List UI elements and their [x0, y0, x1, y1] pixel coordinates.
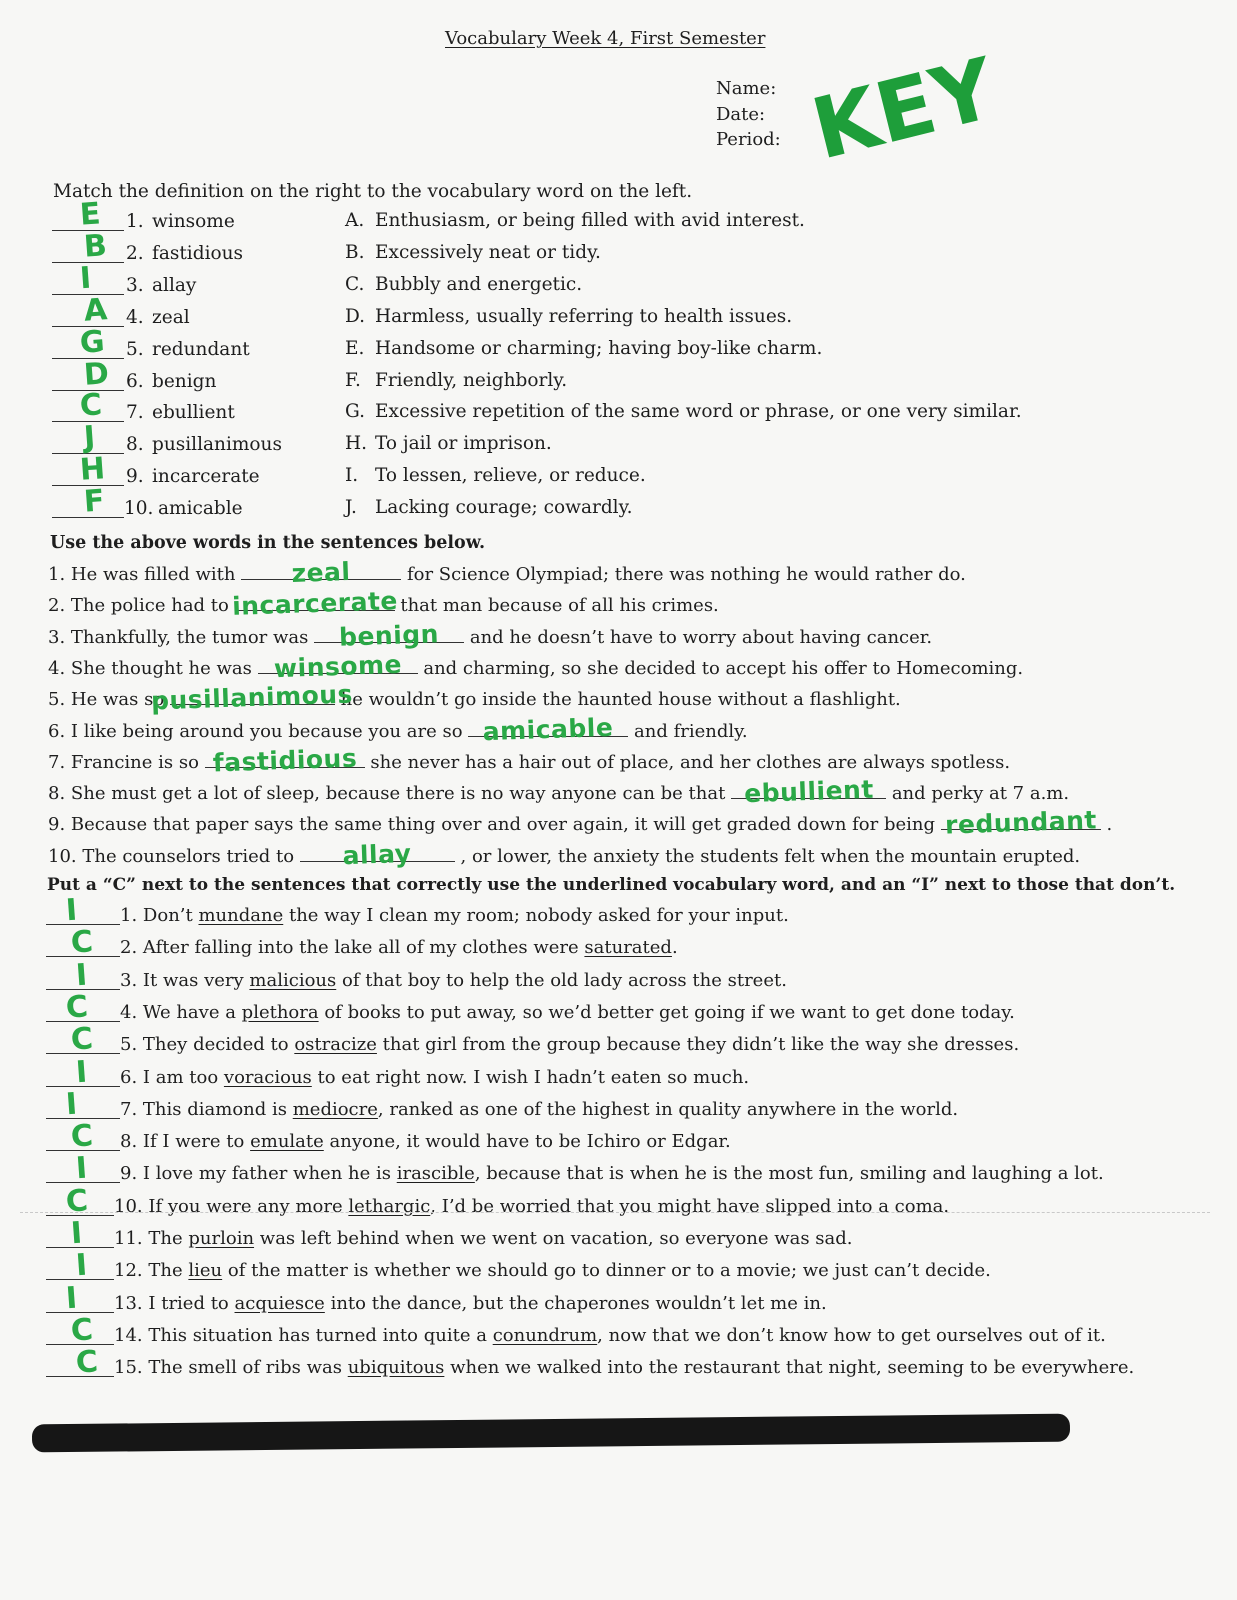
vocab-word: fastidious	[152, 242, 244, 264]
vocab-word: winsome	[152, 211, 235, 232]
sentence-before: After falling into the lake all of my clothes were	[142, 937, 579, 959]
sentence-before: She must get a lot of sleep, because there is no way anyone can be that	[70, 783, 726, 805]
word-number: 8.	[126, 434, 144, 456]
sentence-number: 9.	[48, 814, 66, 836]
handwritten-answer: incarcerate	[231, 586, 398, 622]
sentence-before: This diamond is	[142, 1098, 287, 1120]
item-number: 4.	[120, 1001, 138, 1023]
underlined-word: plethora	[241, 1001, 319, 1023]
sentence-after: , I’d be worried that you might have slipped into a coma.	[430, 1195, 950, 1217]
handwritten-answer: I	[74, 1247, 89, 1284]
sentence-after: she never has a hair out of place, and her clothes are always spotless.	[370, 751, 1011, 773]
definition-letter: I.	[345, 465, 359, 487]
handwritten-answer: C	[74, 1344, 100, 1381]
answer-blank	[205, 743, 365, 778]
handwritten-answer: benign	[338, 618, 440, 652]
sentence-after: when we walked into the restaurant that night, seeming to be everywhere.	[450, 1357, 1135, 1379]
handwritten-answer: I	[74, 957, 89, 993]
sentence	[48, 838, 1081, 870]
underlined-word: lethargic	[348, 1195, 431, 1217]
handwritten-answer: zeal	[291, 556, 352, 589]
sentence-after: he wouldn’t go inside the haunted house without a flashlight.	[340, 689, 901, 711]
sentence-after: of books to put away, so we’d better get going if we want to get done today.	[324, 1001, 1015, 1023]
date-label: Date:	[716, 104, 766, 125]
usage-sentence	[120, 1066, 749, 1090]
item-number: 1.	[120, 905, 138, 926]
sentence-before: We have a	[142, 1001, 236, 1023]
word-number: 9.	[126, 466, 144, 488]
sentence-after: .	[671, 937, 678, 959]
handwritten-answer: G	[78, 323, 106, 361]
word-number: 4.	[126, 306, 144, 328]
item-number: 12.	[114, 1260, 143, 1282]
usage-sentence	[114, 1195, 949, 1219]
sentence	[48, 774, 1070, 809]
sentence-before: Thankfully, the tumor was	[70, 626, 309, 648]
underlined-word: conundrum	[492, 1324, 598, 1346]
handwritten-answer: I	[74, 1151, 89, 1187]
redaction-bar	[32, 1414, 1070, 1453]
sentence-after: to eat right now. I wish I hadn’t eaten so much.	[317, 1066, 750, 1088]
vocab-word: incarcerate	[152, 466, 260, 488]
handwritten-answer: winsome	[273, 649, 403, 684]
sentence-after: , or lower, the anxiety the students felt when the mountain erupted.	[460, 845, 1081, 867]
sentence-after: that man because of all his crimes.	[400, 595, 719, 617]
handwritten-answer: A	[82, 291, 109, 329]
section3-instructions: Put a “C” next to the sentences that correctly use the underlined vocabulary word, and an “I” next to those that don’t.	[47, 875, 1176, 895]
answer-blank	[231, 586, 398, 622]
sentence-after: , ranked as one of the highest in quality anywhere in the world.	[377, 1098, 959, 1120]
handwritten-answer: I	[78, 260, 93, 297]
answer-blank	[941, 805, 1101, 841]
definition-text: Lacking courage; cowardly.	[375, 497, 633, 519]
sentence-number: 2.	[48, 595, 66, 617]
usage-sentence	[114, 1259, 991, 1283]
sentence-before: I like being around you because you are so	[70, 720, 463, 742]
sentence	[48, 618, 933, 652]
section2-instructions: Use the above words in the sentences below.	[50, 533, 486, 553]
definition-text: To jail or imprison.	[375, 433, 552, 455]
handwritten-answer: redundant	[944, 805, 1098, 841]
vocab-word: amicable	[158, 498, 243, 520]
section1-instructions: Match the definition on the right to the vocabulary word on the left.	[53, 181, 693, 202]
page-title: Vocabulary Week 4, First Semester	[445, 28, 766, 49]
sentence-number: 8.	[48, 783, 66, 805]
scan-line	[20, 1212, 1210, 1213]
handwritten-answer: C	[69, 1118, 95, 1155]
usage-sentence	[114, 1292, 827, 1316]
sentence	[48, 712, 748, 746]
usage-sentence	[120, 1033, 1019, 1057]
sentence-after: of that boy to help the old lady across the street.	[341, 969, 787, 991]
sentence-before: He was so	[70, 689, 165, 711]
definition-text: Excessively neat or tidy.	[375, 241, 601, 263]
word-number: 2.	[126, 242, 144, 264]
definition-text: Enthusiasm, or being filled with avid interest.	[375, 210, 805, 231]
definition-letter: D.	[345, 305, 366, 327]
handwritten-answer: allay	[342, 838, 413, 870]
sentence-after: that girl from the group because they didn’t like the way she dresses.	[382, 1034, 1020, 1056]
answer-blank	[314, 618, 464, 652]
item-number: 15.	[114, 1357, 143, 1379]
sentence-before: If you were any more	[148, 1195, 343, 1217]
handwritten-answer: I	[64, 892, 79, 929]
sentence-before: This situation has turned into quite a	[148, 1324, 487, 1346]
item-number: 7.	[120, 1098, 138, 1120]
handwritten-answer: C	[64, 1182, 90, 1220]
sentence-before: Don’t	[142, 905, 193, 926]
answer-blank	[468, 712, 628, 746]
sentence	[48, 805, 1113, 841]
answer-blank	[731, 774, 886, 809]
sentence-before: Francine is so	[70, 751, 199, 773]
definition-text: Bubbly and energetic.	[375, 273, 583, 295]
definition-letter: C.	[345, 273, 365, 295]
item-number: 3.	[120, 969, 138, 991]
handwritten-answer: J	[82, 419, 97, 456]
item-number: 2.	[120, 937, 138, 959]
sentence-number: 6.	[48, 720, 66, 742]
definition-letter: J.	[345, 497, 357, 519]
key-handwritten: KEY	[802, 39, 1005, 179]
sentence-after: for Science Olympiad; there was nothing he would rather do.	[406, 564, 966, 585]
item-number: 14.	[114, 1324, 143, 1346]
sentence-after: .	[1106, 814, 1113, 836]
answer-blank	[241, 556, 401, 589]
usage-sentence	[120, 1162, 1104, 1186]
definition-letter: F.	[345, 369, 361, 391]
definition-text: Excessive repetition of the same word or phrase, or one very similar.	[375, 401, 1022, 423]
handwritten-answer: E	[78, 196, 102, 233]
definition-letter: A.	[345, 210, 365, 231]
sentence-number: 1.	[48, 564, 66, 585]
usage-sentence	[114, 1324, 1106, 1348]
sentence	[48, 679, 901, 716]
handwritten-answer: F	[82, 483, 106, 520]
sentence-before: The smell of ribs was	[148, 1357, 342, 1379]
handwritten-answer: D	[82, 355, 111, 393]
handwritten-answer: ebullient	[743, 774, 874, 809]
answer-blank	[150, 679, 354, 716]
underlined-word: malicious	[249, 969, 337, 991]
handwritten-answer: I	[64, 1086, 79, 1123]
item-number: 10.	[114, 1195, 143, 1217]
sentence-after: and charming, so she decided to accept his offer to Homecoming.	[423, 657, 1024, 679]
underlined-word: ubiquitous	[347, 1357, 445, 1379]
sentence	[48, 586, 719, 622]
vocab-word: zeal	[152, 306, 190, 328]
sentence-before: Because that paper says the same thing over and over again, it will get graded down for being	[70, 814, 936, 836]
name-label: Name:	[716, 78, 777, 99]
sentence-before: He was filled with	[70, 564, 236, 585]
vocab-word: pusillanimous	[152, 434, 282, 456]
answer-blank	[300, 838, 455, 870]
handwritten-answer: B	[82, 228, 109, 265]
handwritten-answer: C	[69, 1021, 95, 1058]
word-number: 6.	[126, 370, 144, 392]
handwritten-answer: C	[69, 1312, 95, 1349]
usage-sentence	[120, 1130, 731, 1154]
underlined-word: mundane	[198, 905, 284, 926]
underlined-word: mediocre	[292, 1098, 378, 1120]
sentence-before: The	[148, 1260, 183, 1282]
sentence-before: It was very	[142, 969, 244, 991]
sentence-number: 7.	[48, 751, 66, 773]
definition-text: To lessen, relieve, or reduce.	[375, 465, 646, 487]
vocab-word: ebullient	[152, 402, 235, 424]
definition-letter: G.	[345, 401, 365, 423]
definition-text: Handsome or charming; having boy-like charm.	[375, 337, 823, 359]
handwritten-answer: C	[69, 924, 95, 962]
sentence-after: and he doesn’t have to worry about having cancer.	[469, 626, 933, 648]
underlined-word: irascible	[396, 1163, 475, 1185]
sentence-before: I love my father when he is	[142, 1163, 391, 1185]
sentence-number: 4.	[48, 657, 66, 679]
sentence-before: She thought he was	[70, 657, 252, 679]
definition-letter: B.	[345, 241, 365, 263]
handwritten-answer: fastidious	[211, 743, 358, 778]
sentence-after: and friendly.	[634, 720, 748, 742]
sentence-after: , now that we don’t know how to get ourselves out of it.	[597, 1324, 1106, 1346]
usage-sentence	[120, 1098, 958, 1122]
vocab-word: allay	[152, 274, 197, 296]
underlined-word: acquiesce	[234, 1292, 325, 1314]
usage-sentence	[120, 1001, 1015, 1025]
underlined-word: saturated	[584, 937, 672, 959]
word-number: 1.	[126, 211, 144, 232]
word-number: 5.	[126, 338, 144, 360]
underlined-word: emulate	[250, 1131, 324, 1153]
usage-sentence	[114, 1356, 1134, 1380]
sentence-after: of the matter is whether we should go to dinner or to a movie; we just can’t decide.	[227, 1260, 991, 1282]
item-number: 5.	[120, 1034, 138, 1056]
sentence	[48, 649, 1024, 684]
sentence-after: was left behind when we went on vacation, so everyone was sad.	[259, 1228, 853, 1249]
sentence	[48, 556, 966, 589]
handwritten-answer: I	[74, 1054, 89, 1090]
handwritten-answer: C	[64, 989, 90, 1026]
sentence-after: into the dance, but the chaperones wouldn’t let me in.	[330, 1292, 827, 1314]
handwritten-answer: H	[78, 451, 107, 489]
definition-text: Harmless, usually referring to health issues.	[375, 305, 793, 327]
item-number: 9.	[120, 1163, 138, 1185]
item-number: 11.	[114, 1228, 143, 1249]
sentence-before: The police had to	[70, 595, 229, 617]
underlined-word: ostracize	[294, 1034, 377, 1056]
word-number: 3.	[126, 274, 144, 296]
sentence-before: They decided to	[142, 1034, 289, 1056]
sentence-before: If I were to	[142, 1131, 245, 1153]
underlined-word: lieu	[188, 1260, 223, 1282]
underlined-word: voracious	[223, 1066, 312, 1088]
sentence-before: I am too	[142, 1066, 219, 1088]
sentence-after: , because that is when he is the most fun, smiling and laughing a lot.	[474, 1163, 1104, 1185]
sentence-before: I tried to	[148, 1292, 229, 1314]
handwritten-answer: pusillanimous	[150, 679, 354, 716]
handwritten-answer: amicable	[482, 712, 615, 746]
sentence-number: 5.	[48, 689, 66, 711]
item-number: 6.	[120, 1066, 138, 1088]
sentence-after: and perky at 7 a.m.	[891, 783, 1070, 805]
definition-text: Friendly, neighborly.	[375, 369, 568, 391]
sentence-number: 3.	[48, 626, 66, 648]
period-label: Period:	[716, 129, 781, 150]
sentence-after: anyone, it would have to be Ichiro or Edgar.	[329, 1131, 731, 1153]
sentence-number: 10.	[48, 845, 77, 867]
vocab-word: redundant	[152, 338, 250, 360]
answer-blank	[258, 649, 418, 684]
item-number: 13.	[114, 1292, 143, 1314]
usage-sentence	[120, 904, 789, 928]
handwritten-answer: I	[69, 1215, 84, 1252]
vocab-word: benign	[152, 370, 217, 392]
usage-sentence	[120, 936, 678, 960]
definition-letter: H.	[345, 433, 368, 455]
sentence-after: the way I clean my room; nobody asked for your input.	[288, 905, 789, 926]
sentence-before: The counselors tried to	[82, 845, 295, 867]
usage-sentence	[120, 969, 787, 993]
sentence-before: The	[148, 1228, 183, 1249]
item-number: 8.	[120, 1131, 138, 1153]
sentence	[48, 743, 1011, 778]
handwritten-answer: C	[78, 387, 104, 425]
definition-letter: E.	[345, 337, 365, 359]
handwritten-answer: I	[64, 1280, 79, 1316]
usage-sentence	[114, 1227, 853, 1251]
word-number: 10.	[124, 498, 154, 520]
word-number: 7.	[126, 402, 144, 424]
underlined-word: purloin	[188, 1228, 255, 1249]
